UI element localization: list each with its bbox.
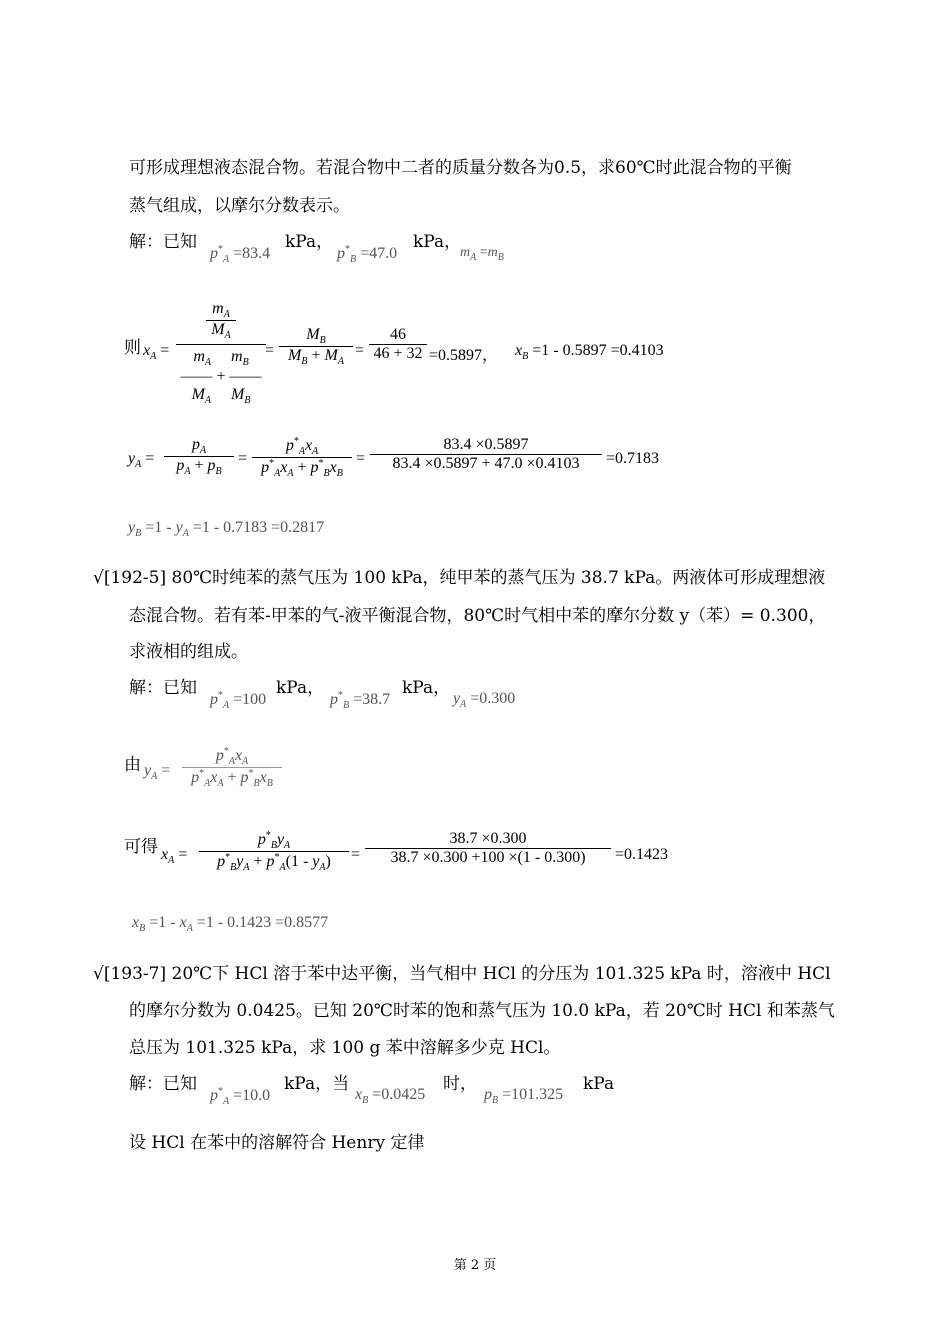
given-label: 解：已知 — [129, 232, 197, 252]
given-label: 解：已知 — [129, 1074, 197, 1094]
xB-equation: $x_B =1 - x_A =1 - 0.1423 =0.8577$ — [132, 914, 329, 934]
given-yA: $y_A =0.300$ — [453, 690, 516, 710]
unit-label: kPa，当 — [284, 1074, 350, 1094]
given-pB: $p^*_B =47.0$ — [337, 244, 398, 265]
given-pA: $p^*_A =10.0$ — [210, 1086, 271, 1107]
given-pA: $p^*_A =83.4$ — [210, 244, 271, 265]
paragraph-line: 可形成理想液态混合物。若混合物中二者的质量分数各为0.5，求60℃时此混合物的平衡 — [129, 158, 792, 178]
given-label: 解：已知 — [129, 678, 197, 698]
unit-label: kPa， — [413, 232, 462, 252]
derive-label: 可得 — [124, 837, 158, 857]
problem-192-line: √[192-5] 80℃时纯苯的蒸气压为 100 kPa，纯甲苯的蒸气压为 38.7 kPa。两液体可形成理想液 — [93, 568, 826, 588]
paragraph-line: 蒸气组成，以摩尔分数表示。 — [129, 196, 350, 216]
unit-label: kPa， — [402, 678, 451, 698]
solution-given — [129, 230, 197, 254]
yB-equation: $y_B =1 - y_A =1 - 0.7183 =0.2817$ — [128, 519, 325, 539]
unit-label: kPa， — [285, 232, 334, 252]
problem-193-line: 总压为 101.325 kPa，求 100 g 苯中溶解多少克 HCl。 — [129, 1038, 561, 1058]
problem-192-line: 态混合物。若有苯-甲苯的气-液平衡混合物，80℃时气相中苯的摩尔分数 y（苯）= 0.300， — [129, 606, 826, 626]
document-page: 可形成理想液态混合物。若混合物中二者的质量分数各为0.5，求60℃时此混合物的平衡 蒸气组成，以摩尔分数表示。 解：已知 $p^*_A =83.4$ kPa， $p^*_B =47.0$ kPa， $m_A =m_B$ 则 $x_A$ = $m_A$ $M_A$ $m_A$ $m_B$ —— + —— $M_A$ $M_B$ = $M_B$ $M_B + M_A$ = 46 46 + 32 =0.5897， $x_B =1 - 0.5897 =0.4103$ $y_A$ = $p_A$ $p_A + p_B$ = $p^*_Ax_A$ $p^*_Ax_A + p^*_Bx_B$ = 83.4 ×0.5897 83.4 ×0.5897 + 47.0 ×0.4103 =0.7183 $y_B =1 - y_A =1 - 0.7183 =0.2817$ √[192-5] 80℃时纯苯的蒸气压为 100 kPa，纯甲苯的蒸气压为 38.7 kPa。两液体可形成理想液 态混合物。若有苯-甲苯的气-液平衡混合物，80℃时气相中苯的摩尔分数 y（苯）= 0.300， 求液相的组成。 解：已知 $p^*_A =100$ kPa， $p^*_B =38.7$ kPa， $y_A =0.300$ 由 $y_A$ = $p^*_Ax_A$ $p^*_Ax_A + p^*_Bx_B$ 可得 $x_A$ = $p^*_By_A$ $p^*_By_A + p^*_A(1 - y_A)$ = 38.7 ×0.300 38.7 ×0.300 +100 ×(1 - 0.300) =0.1423 $x_B =1 - x_A =1 - 0.1423 =0.8577$ √[193-7] 20℃下 HCl 溶于苯中达平衡，当气相中 HCl 的分压为 101.325 kPa 时，溶液中 HCl 的摩尔分数为 0.0425。已知 20℃时苯的饱和蒸气压为 10.0 kPa，若 20℃时 HCl 和苯蒸气 总压为 101.325 kPa，求 100 g 苯中溶解多少克 HCl。 解：已知 $p^*_A =10.0$ kPa，当 $x_B =0.0425$ 时， $p_B =101.325$ kPa 设 HCl 在苯中的溶解符合 Henry 定律 第 2 页 — [0, 0, 950, 1344]
page-number: 第 2 页 — [453, 1258, 497, 1273]
henry-statement: 设 HCl 在苯中的溶解符合 Henry 定律 — [129, 1133, 425, 1153]
mass-equality: $m_A =m_B$ — [460, 245, 504, 263]
from-label: 由 — [124, 755, 141, 775]
given-pB: $p^*_B =38.7$ — [330, 690, 391, 711]
given-xB: $x_B =0.0425$ — [355, 1086, 426, 1106]
unit-label: kPa， — [276, 678, 325, 698]
problem-193-line: 的摩尔分数为 0.0425。已知 20℃时苯的饱和蒸气压为 10.0 kPa，若 20℃时 HCl 和苯蒸气 — [129, 1001, 835, 1021]
problem-192-line: 求液相的组成。 — [129, 642, 248, 662]
given-pB: $p_B =101.325$ — [484, 1086, 564, 1106]
time-label: 时， — [443, 1074, 477, 1094]
problem-193-line: √[193-7] 20℃下 HCl 溶于苯中达平衡，当气相中 HCl 的分压为 101.325 kPa 时，溶液中 HCl — [93, 964, 831, 984]
then-label: 则 — [124, 338, 141, 358]
xB-equation: $x_B =1 - 0.5897 =0.4103$ — [515, 342, 664, 362]
unit-label: kPa — [583, 1074, 615, 1094]
given-pA: $p^*_A =100$ — [210, 690, 267, 711]
